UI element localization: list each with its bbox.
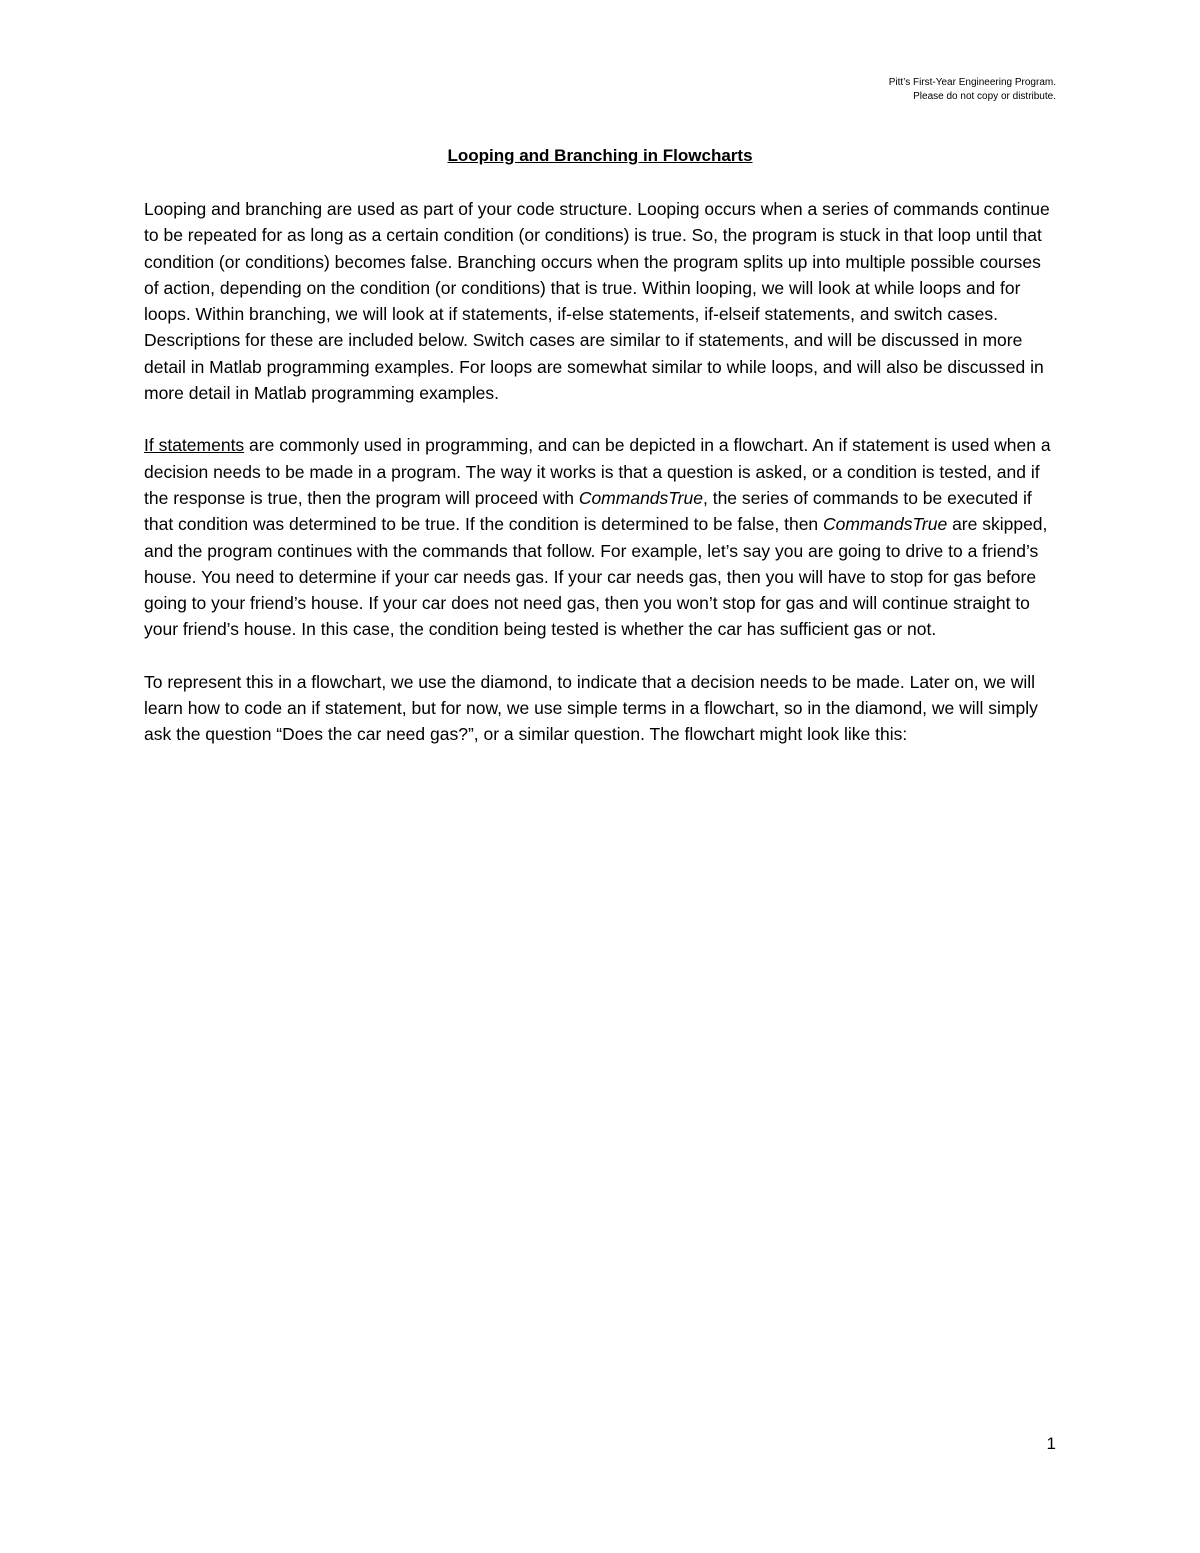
paragraph-flowchart-diamond: To represent this in a flowchart, we use the diamond, to indicate that a decision needs to be made. Later on, we will learn how to code an if statement, but for now, we use simple terms in a flowchart, so in the diamond, we will simply ask the question “Does the car need gas?”, or a similar question. The flowchart might look like this: xyxy=(144,671,1038,745)
header-line-program: Pitt’s First-Year Engineering Program. xyxy=(888,77,1056,88)
paragraph-if-part-3: are skipped, and the program continues with the commands that follow. For example, let’s say you are going to drive to a friend’s house. You need to determine if your car needs gas. If your car needs gas, then you will have to stop for gas before going to your friend’s house. If your car does not need gas, then you won’t stop for gas and will continue straight to your friend’s house. In this case, the condition being tested is whether the car has sufficient gas or not. xyxy=(144,514,1048,640)
copyright-header xyxy=(889,76,1056,104)
page-number: 1 xyxy=(1046,1434,1056,1453)
commands-true-term-1: CommandsTrue xyxy=(578,487,703,508)
paragraph-if-part-2: , the series of commands to be executed if that condition was determined to be true. If the condition is determined to be false, then xyxy=(144,487,1032,535)
paragraph-if-part-1: are commonly used in programming, and can be depicted in a flowchart. An if statement is used when a decision needs to be made in a program. The way it works is that a question is asked, or a condition is tested, and if the response is true, then the program will proceed with xyxy=(144,435,1051,508)
paragraph-looping-branching: Looping and branching are used as part of your code structure. Looping occurs when a series of commands continue to be repeated for as long as a certain condition (or conditions) is true. So, the program is stuck in that loop until that condition (or conditions) becomes false. Branching occurs when the program splits up into multiple possible courses of action, depending on the condition (or conditions) that is true. Within looping, we will look at while loops and for loops. Within branching, we will look at if statements, if-else statements, if-elseif statements, and switch cases. Descriptions for these are included below. Switch cases are similar to if statements, and will be discussed in more detail in Matlab programming examples. For loops are somewhat similar to while loops, and will also be discussed in more detail in Matlab programming examples. xyxy=(144,199,1050,404)
document-body xyxy=(144,196,1059,774)
if-statements-term: If statements xyxy=(144,435,245,456)
header-line-notice: Please do not copy or distribute. xyxy=(913,91,1056,102)
document-title: Looping and Branching in Flowcharts xyxy=(447,146,753,165)
commands-true-term-2: CommandsTrue xyxy=(823,514,948,535)
paragraph-if-statements xyxy=(144,432,1059,642)
